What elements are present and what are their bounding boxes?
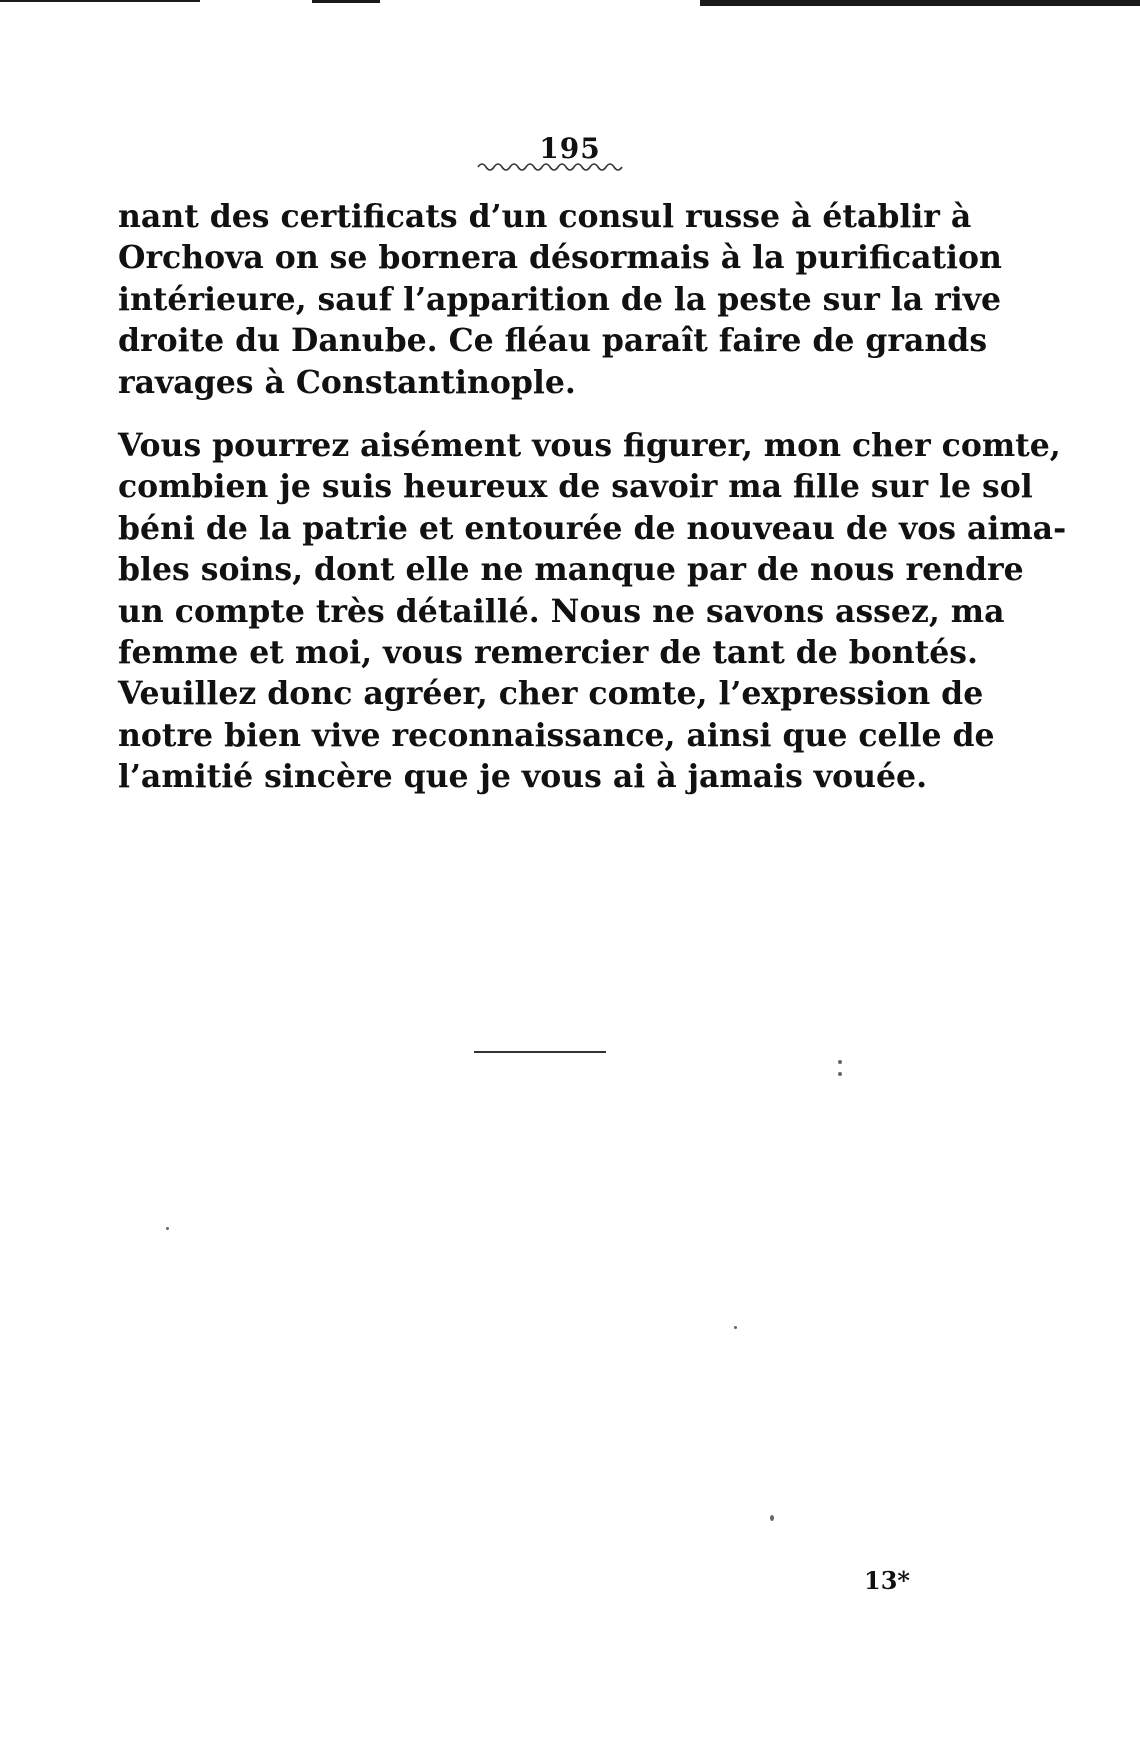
text-line: droite du Danube. Ce fléau paraît faire de grands: [118, 322, 988, 360]
text-line: combien je suis heureux de savoir ma fille sur le sol: [118, 468, 1033, 506]
top-edge-rule-right: [700, 0, 1140, 6]
paragraph-2: [118, 425, 1067, 798]
text-line: femme et moi, vous remercier de tant de bontés.: [118, 633, 979, 671]
text-line: Orchova on se bornera désormais à la purification: [118, 239, 1002, 277]
text-line: bles soins, dont elle ne manque par de nous rendre: [118, 551, 1024, 589]
text-line: un compte très détaillé. Nous ne savons assez, ma: [118, 592, 1005, 630]
top-edge-rule-left: [0, 0, 200, 2]
text-line: Vous pourrez aisément vous figurer, mon cher comte,: [118, 427, 1061, 464]
section-separator-rule: [474, 1051, 606, 1053]
text-line: intérieure, sauf l’apparition de la peste sur la rive: [118, 280, 1002, 318]
text-line: ravages à Constantinople.: [118, 363, 576, 401]
scan-speck: [770, 1515, 774, 1521]
text-line: l’amitié sincère que je vous ai à jamais vouée.: [118, 758, 928, 796]
text-line: notre bien vive reconnaissance, ainsi que celle de: [118, 716, 995, 754]
page-number-ornament: [476, 160, 624, 174]
scan-speck: [838, 1072, 842, 1076]
page-number: 195: [539, 132, 601, 165]
scan-speck: [166, 1227, 169, 1230]
scan-speck: [734, 1326, 737, 1329]
top-edge-rule-middle: [312, 0, 380, 3]
paragraph-1: [118, 196, 1002, 403]
signature-mark: 13*: [864, 1566, 910, 1595]
text-line: Veuillez donc agréer, cher comte, l’expression de: [118, 675, 984, 713]
scan-speck: [838, 1060, 842, 1064]
text-line: nant des certificats d’un consul russe à établir à: [118, 198, 972, 235]
text-line: béni de la patrie et entourée de nouveau de vos aima-: [118, 509, 1067, 547]
